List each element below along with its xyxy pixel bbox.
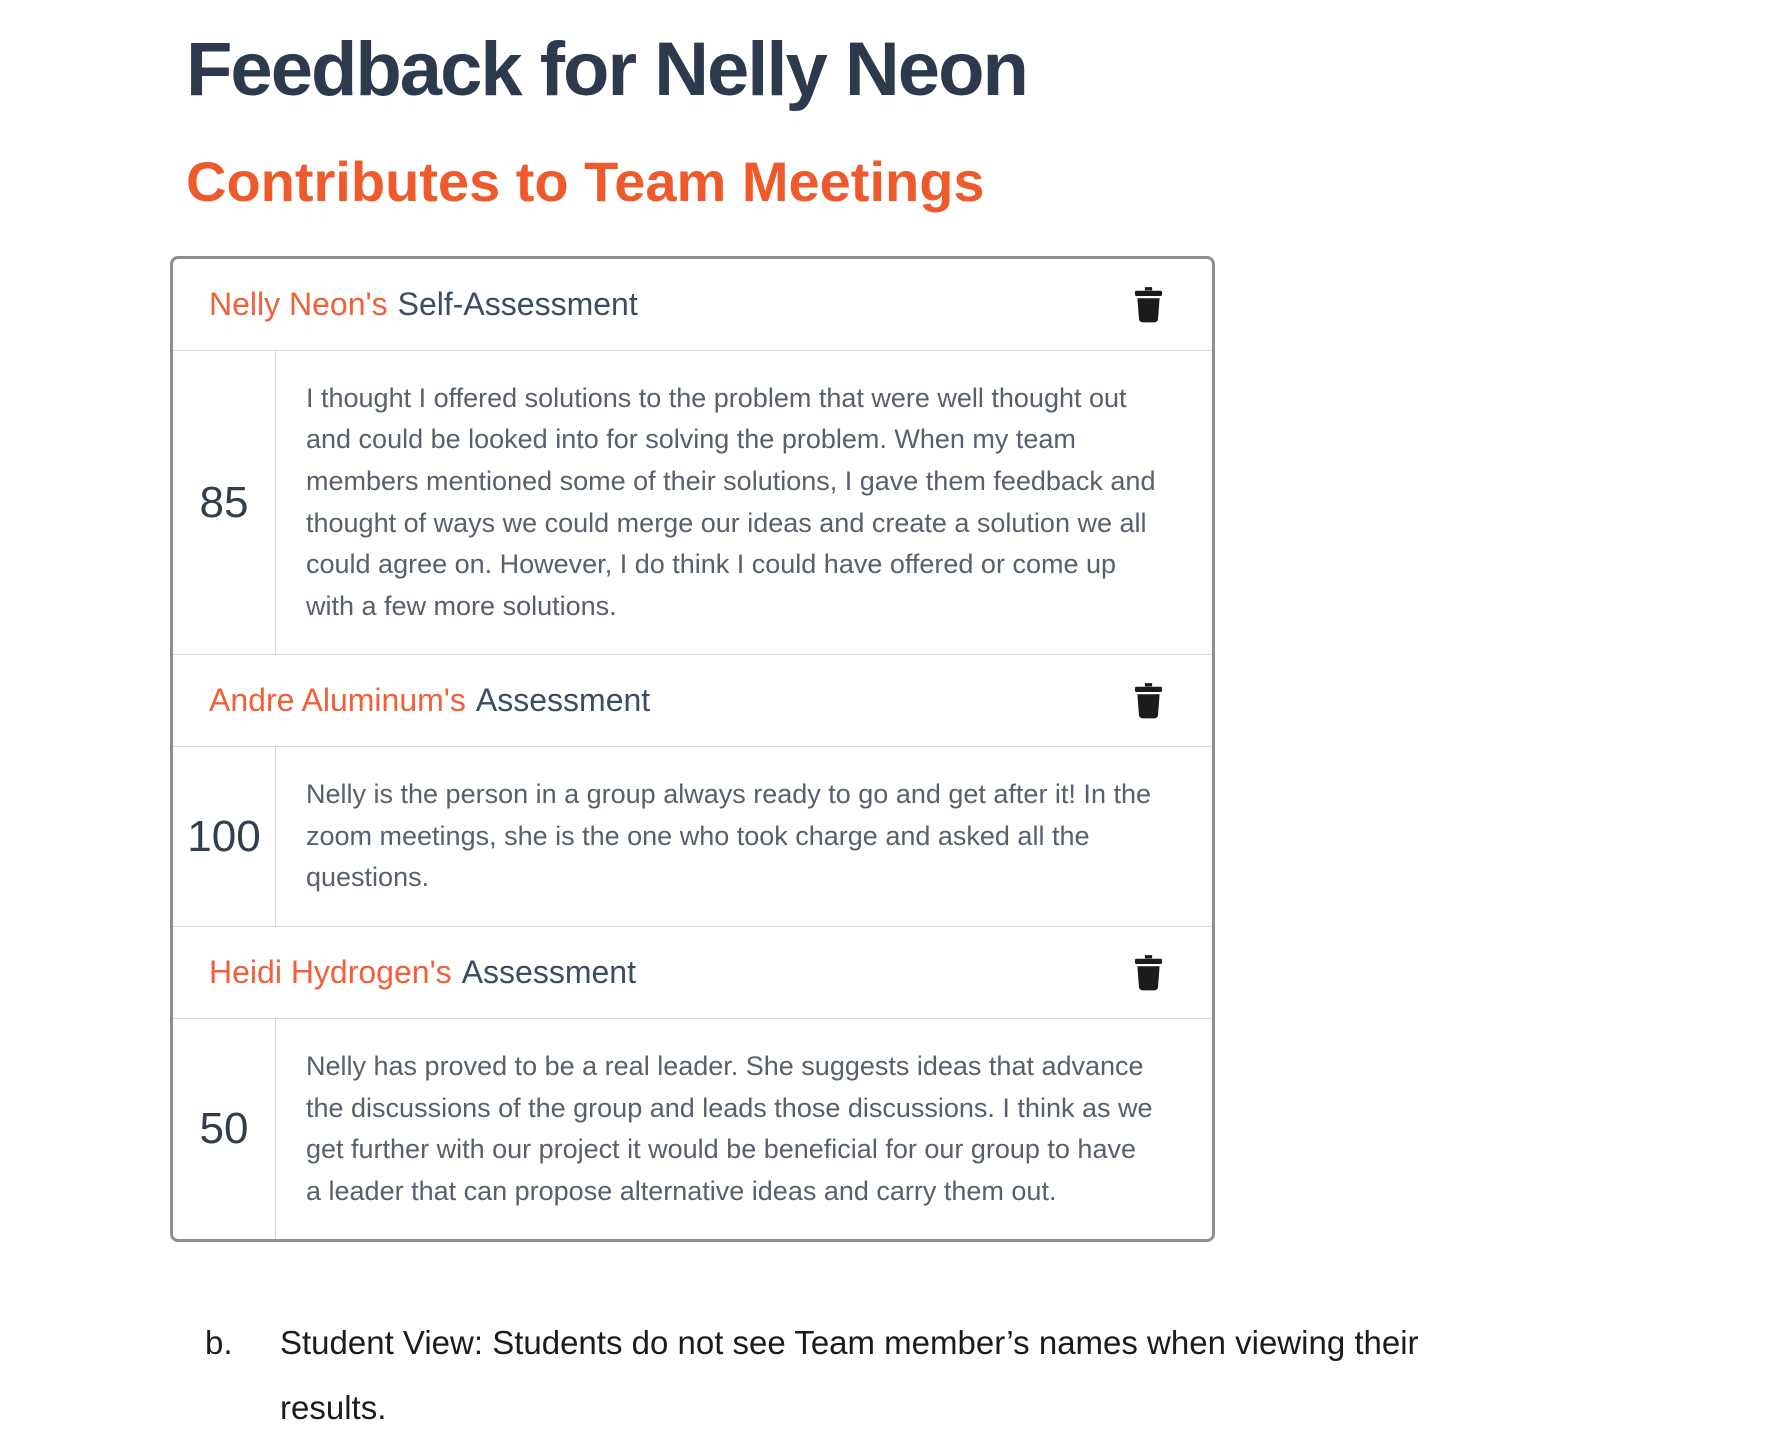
footnote [205, 1310, 1784, 1440]
trash-icon [1133, 979, 1164, 994]
feedback-text: Nelly has proved to be a real leader. She suggests ideas that advance the discussions of the group and leads those discussions. I think as we get further with our project it would be beneficial for our group to have a leader that can propose alternative ideas and carry them out. [306, 1051, 1153, 1206]
assessment-header-andre [173, 655, 1212, 747]
assessor-name: Nelly Neon's [209, 285, 388, 322]
score-value: 85 [173, 351, 276, 654]
delete-assessment-button[interactable] [1133, 954, 1164, 991]
footnote-text [280, 1310, 1419, 1440]
assessor-name: Heidi Hydrogen's [209, 954, 452, 990]
page-subtitle: Contributes to Team Meetings [186, 149, 985, 213]
footnote-marker: b. [205, 1324, 233, 1362]
score-value: 100 [173, 747, 276, 926]
assessor-name: Andre Aluminum's [209, 682, 466, 719]
assessment-row [173, 351, 1212, 655]
delete-assessment-button[interactable] [1133, 682, 1164, 719]
assessment-card [170, 256, 1215, 1243]
assessment-row [173, 747, 1212, 927]
assessment-header-self [173, 259, 1212, 351]
trash-icon [1133, 707, 1164, 722]
footnote-line-1: Student View: Students do not see Team member’s names when viewing their [280, 1324, 1419, 1362]
page-title: Feedback for Nelly Neon [186, 27, 1027, 112]
feedback-text: Nelly is the person in a group always ready to go and get after it! In the zoom meetings, she is the one who took charge and asked all the questions. [306, 779, 1151, 893]
delete-assessment-button[interactable] [1133, 286, 1164, 323]
assessment-type-label: Assessment [475, 682, 651, 719]
assessment-header-heidi [173, 927, 1212, 1019]
assessment-row [173, 1019, 1212, 1239]
trash-icon [1133, 311, 1164, 326]
footnote-line-2: results. [280, 1389, 387, 1427]
assessment-type-label: Assessment [461, 954, 636, 990]
assessment-type-label: Self-Assessment [397, 285, 638, 322]
score-value: 50 [173, 1019, 276, 1239]
feedback-text: I thought I offered solutions to the problem that were well thought out and could be looked into for solving the problem. When my team members mentioned some of their solutions, I gave them feedback and thought of ways we could merge our ideas and create a solution we all could agree on. However, I do think I could have offered or come up with a few more solutions. [306, 382, 1156, 621]
